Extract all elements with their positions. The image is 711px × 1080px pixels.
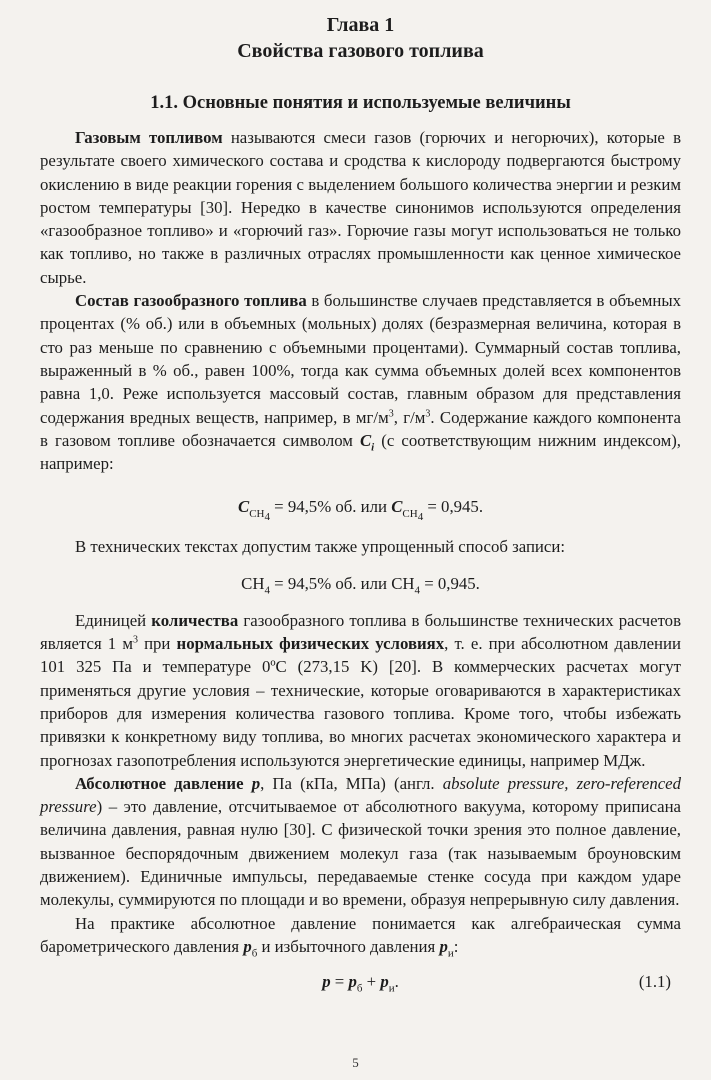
term-composition: Состав газообразного топлива xyxy=(75,291,307,311)
formula-subscript: и xyxy=(388,982,395,995)
paragraph-text: в большинстве случаев представляется в объемных процентах (% об.) или в объемных (мольных) долях (безразмерная величина, которая в сто раз меньше по сравнению с объемными процентами). Суммарный состав топлива, выраженный в % об., равен 100%, тогда как сумма объемных долей всех компонентов равна 1,0. Реже используется массовый состав, главным образом для представления содержания вредных веществ, например, в мг/м xyxy=(40,291,681,427)
paragraph-simplified-notation: В технических текстах допустим также упрощенный способ записи: xyxy=(75,537,565,557)
formula-subscript-index: 4 xyxy=(417,511,424,523)
paragraph-text: , т. е. при абсолютном давлении 101 325 Па и температуре 0ºС (273,15 K) [20]. В коммерческих расчетах могут применяться другие условия – технические, которые оговариваются в характеристиках приборов для измерения количества газового топлива. Кроме того, чтобы избежать привязки к конкретному виду топлива, во многих расчетах экономического характера и прогнозах газопотребления используются энергетические единицы, например МДж. xyxy=(40,634,682,770)
paragraph-absolute-pressure xyxy=(40,772,681,912)
paragraph-text: , г/м xyxy=(393,407,426,427)
paragraph-text: газообразного топлива в большинстве технических расчетов является 1 м xyxy=(40,610,681,654)
symbol-c: C xyxy=(359,430,372,450)
formula-text: . xyxy=(394,972,399,992)
symbol-subscript: i xyxy=(371,441,375,454)
formula-text: = 0,945. xyxy=(420,573,480,593)
section-title: 1.1. Основные понятия и используемые величины xyxy=(150,93,571,113)
paragraph-text: называются смеси газов (горючих и негорючих), которые в результате своего химического состава и сродства к кислороду подвергаются быстрому окислению в виде реакции горения с выделением большого количества энергии и резким ростом температуры [30]. Нередко в качестве синонимов используются определения «газообразное топливо» и «горючий газ». Горючие газы могут использоваться не только как топливо, но также в различных отраслях промышленности как ценное химическое сырье. xyxy=(40,128,681,287)
symbol-subscript: б xyxy=(251,947,258,960)
superscript: 3 xyxy=(132,634,138,646)
paragraph-text: при xyxy=(137,634,177,654)
term-absolute-pressure: Абсолютное давление xyxy=(75,773,252,793)
formula-text: CH xyxy=(241,573,265,593)
formula-simplified xyxy=(40,572,681,595)
english-term: absolute pressure, zero-referenced pressure xyxy=(40,773,682,817)
formula-methane-content xyxy=(40,494,681,523)
paragraph-text: и избыточного давления xyxy=(257,936,440,956)
page-number: 5 xyxy=(352,1055,359,1070)
paragraph-text: . Содержание каждого компонента в газовом топливе обозначается символом xyxy=(40,407,681,450)
paragraph-gas-fuel xyxy=(40,126,681,289)
paragraph-text: Единицей xyxy=(75,610,152,630)
paragraph-text: На практике абсолютное давление понимается как алгебраическая сумма барометрического давления xyxy=(40,913,681,956)
formula-subscript: 4 xyxy=(414,584,421,597)
term-gas-fuel: Газовым топливом xyxy=(75,128,223,147)
formula-symbol: p xyxy=(322,972,331,992)
formula-symbol: C xyxy=(391,497,403,517)
formula-subscript: CH xyxy=(249,507,265,520)
paragraph-text: , Па (кПа, МПа) (англ. xyxy=(260,773,443,793)
symbol-p: p xyxy=(243,936,252,956)
formula-1-1 xyxy=(40,970,681,994)
superscript: 3 xyxy=(425,407,431,419)
symbol-p: p xyxy=(439,936,448,956)
formula-symbol: p xyxy=(380,972,389,992)
formula-text: = 0,945. xyxy=(423,497,484,517)
formula-subscript: б xyxy=(356,982,363,995)
paragraph-text: (с соответствующим нижним индексом), например: xyxy=(40,430,681,474)
formula-symbol: C xyxy=(237,497,250,517)
paragraph-quantity xyxy=(40,609,681,772)
formula-symbol: p xyxy=(348,972,357,992)
formula-text: = 94,5% об. или xyxy=(269,497,392,517)
equation-number: (1.1) xyxy=(638,972,671,992)
superscript: 3 xyxy=(388,407,394,419)
chapter-number: Глава 1 xyxy=(326,14,395,36)
term-quantity: количества xyxy=(151,610,239,630)
formula-text: = xyxy=(330,972,349,992)
chapter-title: Свойства газового топлива xyxy=(237,40,484,62)
paragraph-text: : xyxy=(453,936,459,956)
paragraph-practice xyxy=(40,912,681,959)
formula-text: = 94,5% об. или CH xyxy=(269,573,415,593)
symbol-subscript: и xyxy=(447,947,454,960)
formula-subscript: 4 xyxy=(264,584,270,597)
term-normal-conditions: нормальных физических условиях xyxy=(176,634,445,654)
formula-text: + xyxy=(362,972,381,992)
symbol-p: p xyxy=(251,773,261,793)
paragraph-text: ) – это давление, отсчитываемое от абсолютного вакуума, которому приписана величина давления, равная нулю [30]. С физической точки зрения это полное давление, вызванное беспорядочным движением молекул газа (так называемым броуновским движением). Единичные импульсы, передаваемые стенке сосуда при каждом ударе молекулы, суммируются по площади и во времени, образуя непрерывную силу давления. xyxy=(40,797,681,910)
paragraph-composition xyxy=(40,289,681,475)
formula-subscript: CH xyxy=(402,507,418,520)
formula-subscript-index: 4 xyxy=(264,511,270,523)
